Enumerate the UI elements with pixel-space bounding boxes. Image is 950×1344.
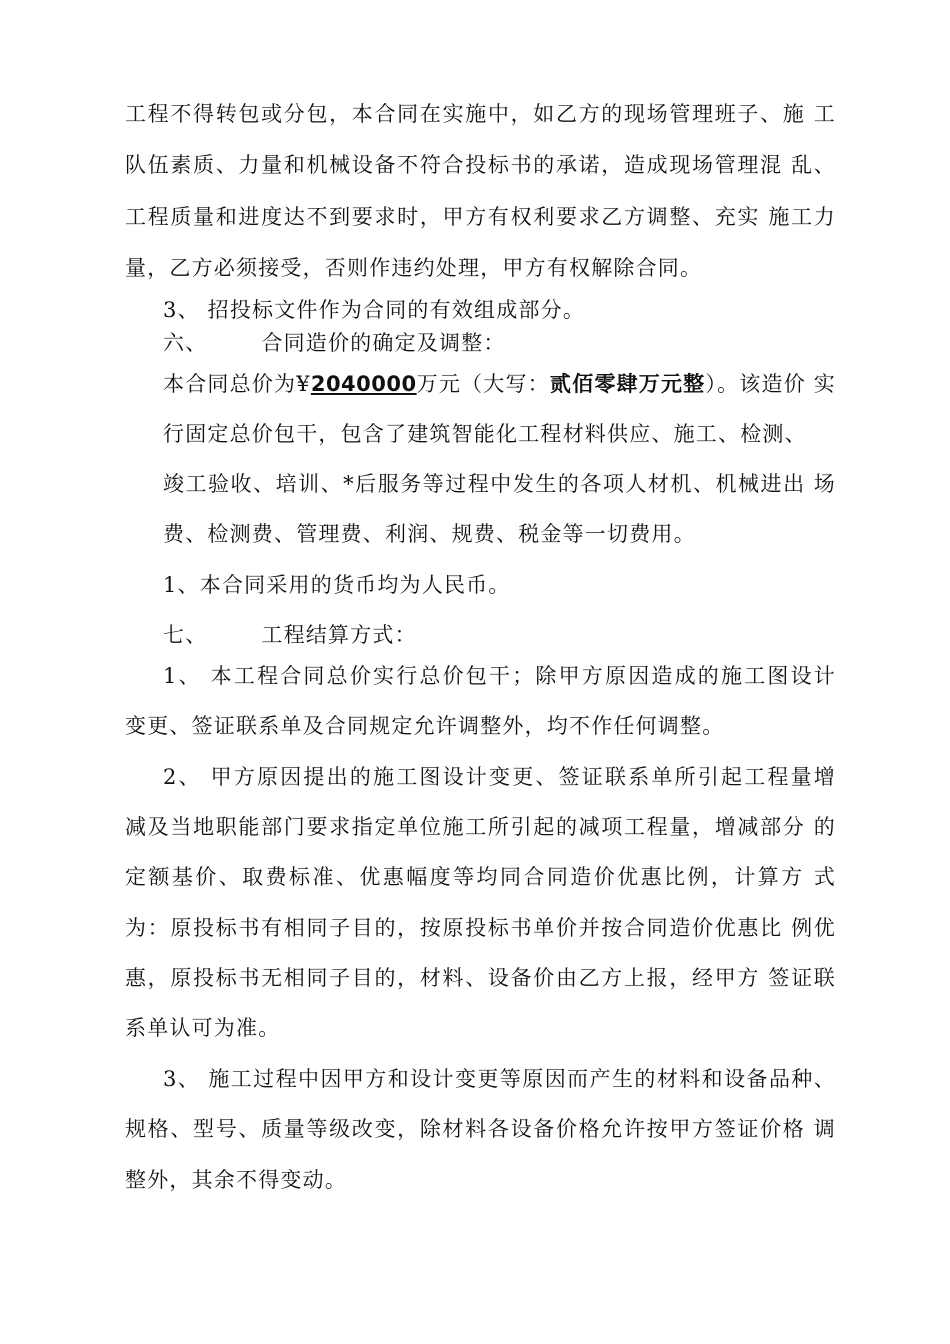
settlement-clause-3: 3、 施工过程中因甲方和设计变更等原因而产生的材料和设备品种、 <box>163 1067 836 1091</box>
section-title: 合同造价的确定及调整： <box>261 331 506 355</box>
text-line: 竣工验收、培训、*后服务等过程中发生的各项人材机、机械进出 场 <box>163 472 836 496</box>
text-line: 行固定总价包干，包含了建筑智能化工程材料供应、施工、检测、 <box>163 422 807 446</box>
price-unit: 万元（大写： <box>416 372 550 396</box>
text-line: 工程不得转包或分包，本合同在实施中，如乙方的现场管理班子、施 工 <box>125 102 836 126</box>
text-line: 量，乙方必须接受，否则作违约处理，甲方有权解除合同。 <box>125 256 703 280</box>
contract-price-line <box>163 369 836 399</box>
section-title: 工程结算方式： <box>261 623 417 647</box>
text-line: 工程质量和进度达不到要求时，甲方有权利要求乙方调整、充实 施工力 <box>125 205 836 229</box>
text-line: 定额基价、取费标准、优惠幅度等均同合同造价优惠比例，计算方 式 <box>125 865 836 889</box>
text-line: 系单认可为准。 <box>125 1016 281 1040</box>
clause-3-line: 3、 招投标文件作为合同的有效组成部分。 <box>163 298 586 322</box>
text-line: 规格、型号、质量等级改变，除材料各设备价格允许按甲方签证价格 调 <box>125 1117 836 1141</box>
settlement-clause-1: 1、 本工程合同总价实行总价包干；除甲方原因造成的施工图设计 <box>163 664 836 688</box>
text-line: 惠，原投标书无相同子目的，材料、设备价由乙方上报，经甲方 签证联 <box>125 966 836 990</box>
text-line: 减及当地职能部门要求指定单位施工所引起的减项工程量，增减部分 的 <box>125 815 836 839</box>
section-heading-6 <box>163 328 506 358</box>
section-heading-7 <box>163 620 417 650</box>
price-in-words: 贰佰零肆万元整 <box>549 371 706 396</box>
text-line: 费、检测费、管理费、利润、规费、税金等一切费用。 <box>163 522 696 546</box>
text-line: 队伍素质、力量和机械设备不符合投标书的承诺，造成现场管理混 乱、 <box>125 153 836 177</box>
text-line: 变更、签证联系单及合同规定允许调整外，均不作任何调整。 <box>125 714 725 738</box>
price-amount: 2040000 <box>310 372 417 396</box>
text-line: 为：原投标书有相同子目的，按原投标书单价并按合同造价优惠比 例优 <box>125 916 836 940</box>
price-suffix: ）。该造价 实 <box>705 372 837 396</box>
settlement-clause-2: 2、 甲方原因提出的施工图设计变更、签证联系单所引起工程量增 <box>163 765 836 789</box>
price-prefix: 本合同总价为¥ <box>163 372 311 396</box>
text-line: 整外，其余不得变动。 <box>125 1168 347 1192</box>
section-number: 七、 <box>163 623 208 647</box>
currency-line: 1、本合同采用的货币均为人民币。 <box>163 573 511 597</box>
section-number: 六、 <box>163 331 208 355</box>
